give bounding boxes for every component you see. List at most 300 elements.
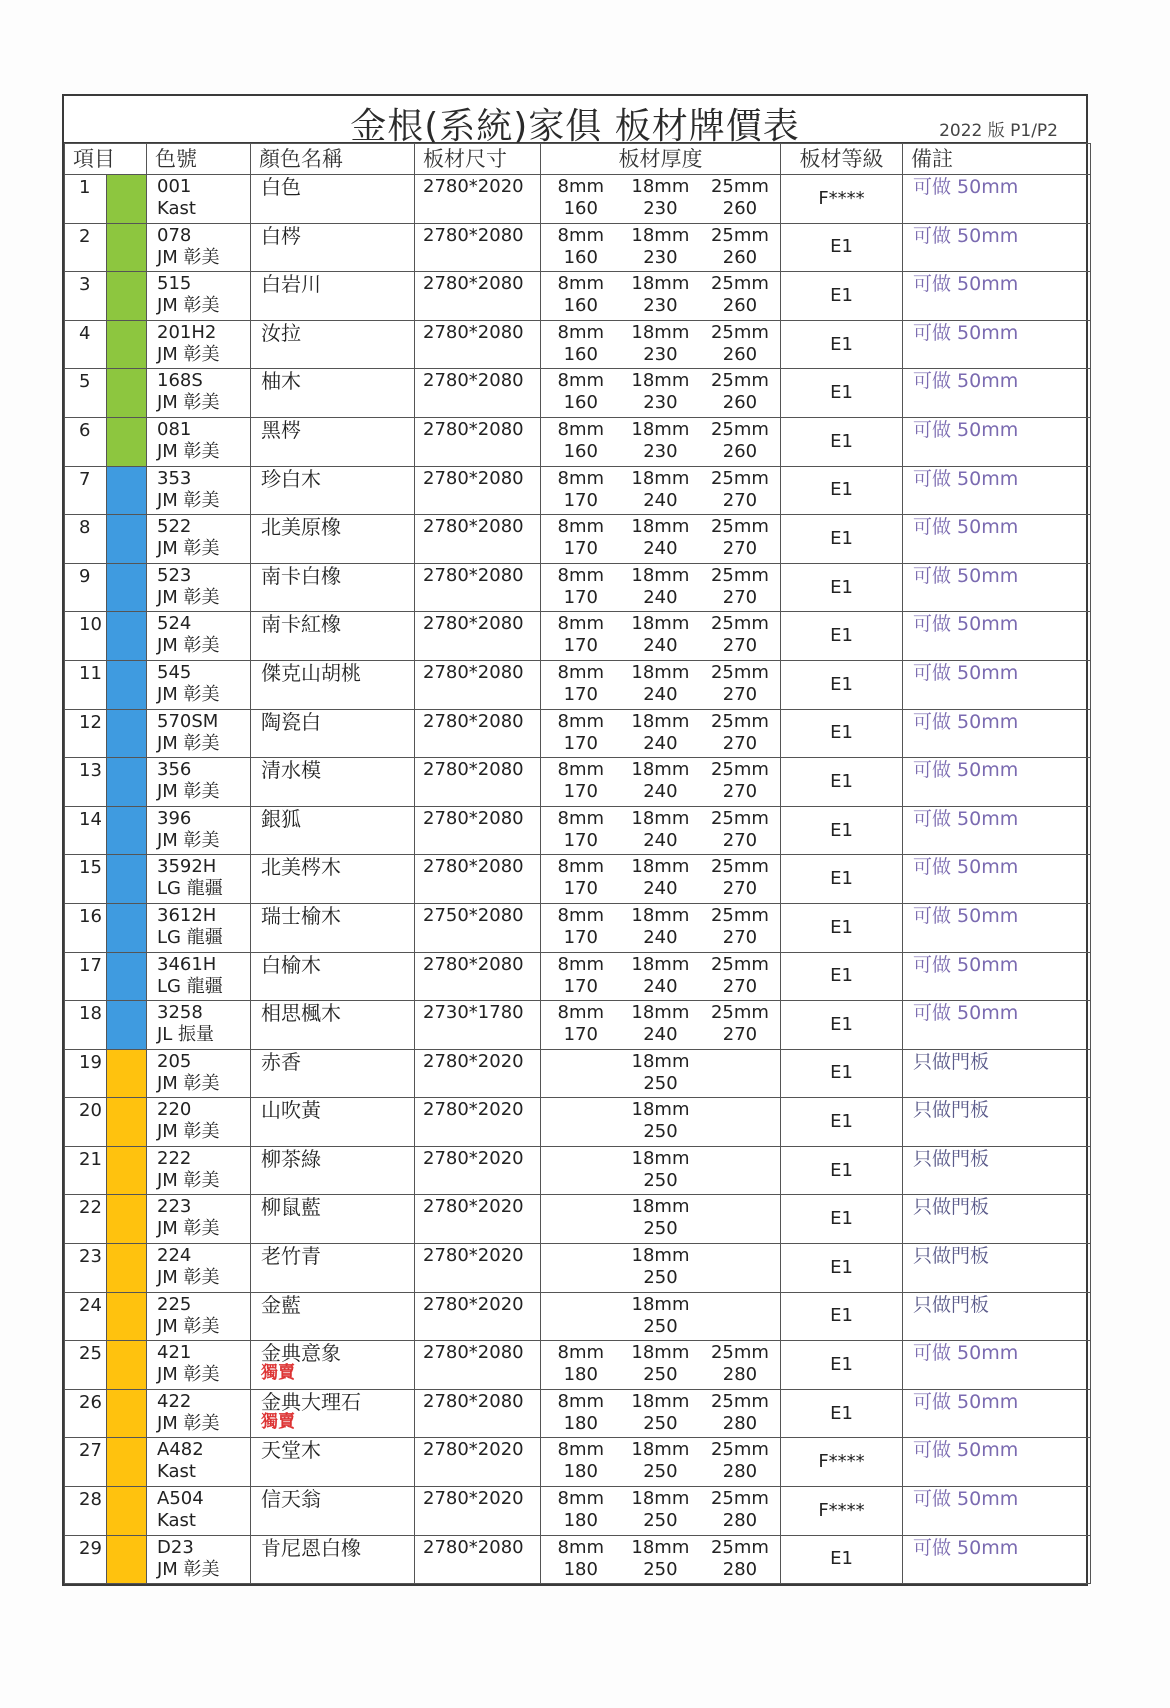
table-row	[65, 175, 1091, 224]
table-row	[65, 903, 1091, 952]
board-thickness	[541, 1146, 781, 1195]
code-brand: LG 龍疆	[157, 878, 223, 900]
color-name-text: 北美梣木	[261, 855, 341, 880]
color-code	[147, 855, 251, 904]
thickness-grid	[541, 1487, 780, 1532]
board-size: 2780*2080	[415, 272, 541, 321]
item-number: 7	[65, 466, 107, 515]
thickness-price: 270	[722, 1024, 758, 1046]
thickness-price: 270	[722, 635, 758, 657]
thickness-value: 8mm	[557, 418, 605, 440]
remark: 可做 50mm	[903, 1438, 1091, 1487]
color-name	[251, 1535, 415, 1584]
code-number: 524	[157, 613, 192, 635]
board-grade: E1	[781, 223, 903, 272]
color-name-text: 信天翁	[261, 1487, 321, 1512]
thickness-price: 180	[563, 1558, 598, 1580]
thickness-value: 25mm	[710, 1536, 769, 1558]
board-size: 2780*2080	[415, 466, 541, 515]
thickness-value: 25mm	[710, 1002, 769, 1024]
thickness-price: 180	[563, 1510, 598, 1532]
color-name-text: 白梣	[261, 223, 301, 248]
board-grade: E1	[781, 806, 903, 855]
remark: 可做 50mm	[903, 1389, 1091, 1438]
board-grade: E1	[781, 660, 903, 709]
board-thickness	[541, 660, 781, 709]
thickness-price: 240	[643, 586, 678, 608]
board-grade: E1	[781, 466, 903, 515]
thickness-value: 18mm	[631, 224, 690, 246]
code-brand: JM 彰美	[157, 440, 220, 462]
thickness-price: 250	[643, 1315, 678, 1337]
board-size: 2780*2080	[415, 758, 541, 807]
code-number: 523	[157, 564, 192, 586]
board-grade: E1	[781, 272, 903, 321]
price-table	[64, 143, 1091, 1584]
color-name-text: 瑞士榆木	[261, 903, 341, 928]
code-brand: JM 彰美	[157, 538, 220, 560]
thickness-value: 18mm	[631, 1050, 690, 1072]
thickness-price: 280	[722, 1510, 758, 1532]
color-swatch	[107, 806, 147, 855]
item-number: 28	[65, 1487, 107, 1536]
thickness-price: 270	[722, 538, 758, 560]
thickness-value: 8mm	[557, 953, 605, 975]
remark: 可做 50mm	[903, 1341, 1091, 1390]
color-code	[147, 660, 251, 709]
code-number: 225	[157, 1293, 192, 1315]
thickness-price: 240	[643, 732, 678, 754]
thickness-value: 25mm	[710, 516, 769, 538]
board-thickness	[541, 466, 781, 515]
board-size: 2780*2080	[415, 515, 541, 564]
color-name	[251, 1244, 415, 1293]
thickness-value: 25mm	[710, 467, 769, 489]
thickness-grid	[541, 1001, 780, 1046]
thickness-value: 18mm	[631, 613, 690, 635]
remark: 只做門板	[903, 1244, 1091, 1293]
thickness-value: 25mm	[710, 370, 769, 392]
item-number: 14	[65, 806, 107, 855]
code-brand: JM 彰美	[157, 295, 220, 317]
table-row	[65, 1146, 1091, 1195]
remark: 只做門板	[903, 1098, 1091, 1147]
color-code	[147, 563, 251, 612]
item-number: 11	[65, 660, 107, 709]
remark: 可做 50mm	[903, 903, 1091, 952]
thickness-value: 25mm	[710, 1488, 769, 1510]
code-brand: JM 彰美	[157, 1412, 220, 1434]
table-row	[65, 1341, 1091, 1390]
header-grade: 板材等級	[781, 144, 903, 175]
code-brand: JM 彰美	[157, 1364, 220, 1386]
color-code	[147, 466, 251, 515]
board-size: 2780*2020	[415, 1049, 541, 1098]
table-body	[65, 175, 1091, 1584]
color-swatch	[107, 1146, 147, 1195]
thickness-price: 170	[563, 829, 598, 851]
thickness-price: 180	[563, 1364, 598, 1386]
code-brand: JL 振量	[157, 1024, 215, 1046]
thickness-value: 8mm	[557, 807, 605, 829]
remark: 可做 50mm	[903, 466, 1091, 515]
color-name	[251, 466, 415, 515]
thickness-price: 270	[722, 975, 758, 997]
board-thickness	[541, 515, 781, 564]
thickness-value: 18mm	[631, 1099, 690, 1121]
thickness-price: 250	[643, 1364, 678, 1386]
color-code	[147, 1244, 251, 1293]
thickness-value: 18mm	[631, 1390, 690, 1412]
thickness-price: 250	[643, 1267, 678, 1289]
header-thickness: 板材厚度	[541, 144, 781, 175]
color-name	[251, 1098, 415, 1147]
item-number: 23	[65, 1244, 107, 1293]
color-name-text: 南卡紅橡	[261, 612, 341, 637]
board-grade: E1	[781, 1146, 903, 1195]
thickness-grid	[541, 1536, 780, 1581]
thickness-price: 170	[563, 975, 598, 997]
board-thickness	[541, 1195, 781, 1244]
thickness-price: 240	[643, 1024, 678, 1046]
board-thickness	[541, 175, 781, 224]
color-name	[251, 758, 415, 807]
thickness-grid	[541, 758, 780, 803]
table-row	[65, 320, 1091, 369]
color-name-text: 金典大理石	[261, 1389, 361, 1414]
thickness-value: 25mm	[710, 1342, 769, 1364]
color-swatch	[107, 1244, 147, 1293]
thickness-value: 25mm	[710, 710, 769, 732]
thickness-grid	[541, 175, 780, 220]
thickness-price: 270	[722, 732, 758, 754]
thickness-price: 270	[722, 878, 758, 900]
color-code	[147, 1535, 251, 1584]
thickness-price: 250	[643, 1072, 678, 1094]
thickness-grid	[541, 418, 780, 463]
thickness-value: 25mm	[710, 224, 769, 246]
table-row	[65, 612, 1091, 661]
color-code	[147, 515, 251, 564]
remark: 只做門板	[903, 1049, 1091, 1098]
board-size: 2780*2020	[415, 1146, 541, 1195]
board-size: 2780*2080	[415, 1535, 541, 1584]
thickness-grid	[541, 1098, 780, 1143]
color-name-text: 天堂木	[261, 1438, 321, 1463]
thickness-price: 280	[722, 1558, 758, 1580]
header-item: 項目	[65, 144, 147, 175]
color-name-text: 黑梣	[261, 417, 301, 442]
thickness-price: 270	[722, 586, 758, 608]
thickness-price: 170	[563, 489, 598, 511]
thickness-value: 25mm	[710, 273, 769, 295]
thickness-price: 170	[563, 683, 598, 705]
code-number: A504	[157, 1488, 204, 1510]
thickness-price: 270	[722, 683, 758, 705]
code-number: 081	[157, 418, 192, 440]
item-number: 3	[65, 272, 107, 321]
color-swatch	[107, 660, 147, 709]
item-number: 22	[65, 1195, 107, 1244]
color-code	[147, 1487, 251, 1536]
header-name: 顏色名稱	[251, 144, 415, 175]
color-code	[147, 1438, 251, 1487]
thickness-price: 180	[563, 1412, 598, 1434]
code-brand: JM 彰美	[157, 1218, 220, 1240]
board-thickness	[541, 1389, 781, 1438]
thickness-value: 8mm	[557, 1439, 605, 1461]
code-number: 222	[157, 1147, 192, 1169]
code-number: 421	[157, 1342, 192, 1364]
item-number: 2	[65, 223, 107, 272]
thickness-grid	[541, 224, 780, 269]
color-name	[251, 903, 415, 952]
color-swatch	[107, 1195, 147, 1244]
board-grade: E1	[781, 1098, 903, 1147]
color-code	[147, 320, 251, 369]
color-name	[251, 1341, 415, 1390]
thickness-grid	[541, 467, 780, 512]
table-row	[65, 806, 1091, 855]
color-name-text: 北美原橡	[261, 515, 341, 540]
thickness-price: 160	[563, 440, 598, 462]
board-size: 2780*2080	[415, 855, 541, 904]
remark: 可做 50mm	[903, 855, 1091, 904]
color-name-text: 白色	[261, 175, 301, 199]
thickness-grid	[541, 1195, 780, 1240]
table-row	[65, 417, 1091, 466]
thickness-price: 230	[643, 295, 678, 317]
remark: 只做門板	[903, 1146, 1091, 1195]
thickness-price: 230	[643, 246, 678, 268]
code-brand: JM 彰美	[157, 1072, 220, 1094]
board-thickness	[541, 320, 781, 369]
color-swatch	[107, 515, 147, 564]
color-swatch	[107, 612, 147, 661]
remark: 可做 50mm	[903, 709, 1091, 758]
board-grade: E1	[781, 1049, 903, 1098]
table-row	[65, 1438, 1091, 1487]
code-number: D23	[157, 1536, 194, 1558]
thickness-price: 230	[643, 198, 678, 219]
color-swatch	[107, 1487, 147, 1536]
thickness-price: 170	[563, 781, 598, 803]
board-thickness	[541, 806, 781, 855]
code-brand: JM 彰美	[157, 781, 220, 803]
thickness-price: 240	[643, 975, 678, 997]
thickness-price: 270	[722, 926, 758, 948]
thickness-value: 8mm	[557, 1342, 605, 1364]
color-code	[147, 1001, 251, 1050]
item-number: 17	[65, 952, 107, 1001]
board-thickness	[541, 758, 781, 807]
board-size: 2780*2080	[415, 709, 541, 758]
board-grade: E1	[781, 709, 903, 758]
color-name-text: 南卡白橡	[261, 563, 341, 588]
color-name	[251, 417, 415, 466]
board-grade: E1	[781, 417, 903, 466]
color-name	[251, 272, 415, 321]
thickness-price: 170	[563, 926, 598, 948]
thickness-value: 8mm	[557, 856, 605, 878]
thickness-value: 18mm	[631, 1439, 690, 1461]
color-name	[251, 320, 415, 369]
item-number: 24	[65, 1292, 107, 1341]
remark: 可做 50mm	[903, 612, 1091, 661]
thickness-grid	[541, 1390, 780, 1435]
code-brand: JM 彰美	[157, 392, 220, 414]
item-number: 16	[65, 903, 107, 952]
color-swatch	[107, 369, 147, 418]
thickness-grid	[541, 369, 780, 414]
color-name-text: 山吹黃	[261, 1098, 321, 1123]
color-swatch	[107, 1001, 147, 1050]
board-size: 2780*2080	[415, 612, 541, 661]
board-grade: E1	[781, 758, 903, 807]
color-name	[251, 1001, 415, 1050]
color-name-text: 珍白木	[261, 466, 321, 491]
remark: 可做 50mm	[903, 369, 1091, 418]
thickness-value: 18mm	[631, 1196, 690, 1218]
thickness-price: 260	[722, 198, 758, 219]
board-thickness	[541, 855, 781, 904]
board-size: 2750*2080	[415, 903, 541, 952]
color-name-text: 柳茶綠	[261, 1146, 321, 1171]
thickness-price: 230	[643, 343, 678, 365]
thickness-price: 230	[643, 392, 678, 414]
color-name	[251, 1487, 415, 1536]
code-number: 396	[157, 807, 192, 829]
table-row	[65, 272, 1091, 321]
header-note: 備註	[903, 144, 1091, 175]
thickness-value: 8mm	[557, 176, 605, 197]
table-row	[65, 855, 1091, 904]
color-swatch	[107, 1438, 147, 1487]
thickness-value: 8mm	[557, 710, 605, 732]
board-size: 2780*2080	[415, 369, 541, 418]
code-number: 3592H	[157, 856, 217, 878]
color-name	[251, 515, 415, 564]
color-name-text: 柳鼠藍	[261, 1195, 321, 1220]
thickness-price: 240	[643, 489, 678, 511]
thickness-price: 250	[643, 1412, 678, 1434]
color-name-text: 陶瓷白	[261, 709, 321, 734]
color-name-text: 老竹青	[261, 1244, 321, 1269]
board-thickness	[541, 272, 781, 321]
thickness-value: 18mm	[631, 1342, 690, 1364]
color-name-text: 銀狐	[261, 806, 301, 831]
item-number: 6	[65, 417, 107, 466]
thickness-value: 8mm	[557, 467, 605, 489]
board-size: 2780*2080	[415, 320, 541, 369]
board-thickness	[541, 563, 781, 612]
color-code	[147, 1098, 251, 1147]
color-code	[147, 369, 251, 418]
thickness-value: 25mm	[710, 759, 769, 781]
thickness-value: 8mm	[557, 516, 605, 538]
color-name-text: 傑克山胡桃	[261, 660, 361, 685]
color-swatch	[107, 952, 147, 1001]
code-number: 201H2	[157, 321, 217, 343]
code-number: 353	[157, 467, 192, 489]
board-thickness	[541, 1049, 781, 1098]
thickness-value: 25mm	[710, 856, 769, 878]
table-row	[65, 952, 1091, 1001]
thickness-value: 18mm	[631, 904, 690, 926]
code-brand: JM 彰美	[157, 489, 220, 511]
thickness-price: 270	[722, 829, 758, 851]
table-row	[65, 1535, 1091, 1584]
color-name-text: 白岩川	[261, 272, 321, 297]
board-size: 2780*2020	[415, 1244, 541, 1293]
code-brand: JM 彰美	[157, 586, 220, 608]
code-brand: JM 彰美	[157, 1169, 220, 1191]
color-swatch	[107, 709, 147, 758]
code-number: 223	[157, 1196, 192, 1218]
table-row	[65, 1195, 1091, 1244]
thickness-value: 18mm	[631, 953, 690, 975]
thickness-value: 8mm	[557, 273, 605, 295]
item-number: 18	[65, 1001, 107, 1050]
thickness-price: 250	[643, 1169, 678, 1191]
color-swatch	[107, 272, 147, 321]
board-size: 2780*2020	[415, 1487, 541, 1536]
thickness-value: 18mm	[631, 856, 690, 878]
board-size: 2780*2080	[415, 1341, 541, 1390]
thickness-value: 18mm	[631, 370, 690, 392]
thickness-value: 8mm	[557, 1390, 605, 1412]
board-grade: F****	[781, 1438, 903, 1487]
board-grade: E1	[781, 1195, 903, 1244]
remark: 可做 50mm	[903, 952, 1091, 1001]
color-swatch	[107, 563, 147, 612]
thickness-value: 18mm	[631, 467, 690, 489]
thickness-value: 8mm	[557, 1536, 605, 1558]
thickness-value: 25mm	[710, 176, 769, 197]
color-swatch	[107, 223, 147, 272]
item-number: 25	[65, 1341, 107, 1390]
thickness-grid	[541, 661, 780, 706]
board-thickness	[541, 612, 781, 661]
code-number: 224	[157, 1245, 192, 1267]
color-name-text: 白榆木	[261, 952, 321, 977]
thickness-value: 18mm	[631, 1536, 690, 1558]
color-code	[147, 758, 251, 807]
color-name	[251, 1049, 415, 1098]
board-grade: E1	[781, 612, 903, 661]
page-title: 金根(系統)家俱 板材牌價表	[350, 106, 800, 147]
board-size: 2780*2020	[415, 1292, 541, 1341]
thickness-grid	[541, 515, 780, 560]
code-brand: JM 彰美	[157, 732, 220, 754]
board-size: 2780*2080	[415, 806, 541, 855]
color-swatch	[107, 1098, 147, 1147]
color-name	[251, 612, 415, 661]
thickness-price: 170	[563, 732, 598, 754]
table-row	[65, 1244, 1091, 1293]
item-number: 20	[65, 1098, 107, 1147]
code-brand: Kast	[157, 1510, 196, 1532]
remark: 可做 50mm	[903, 758, 1091, 807]
thickness-price: 230	[643, 440, 678, 462]
item-number: 1	[65, 175, 107, 224]
item-number: 8	[65, 515, 107, 564]
board-thickness	[541, 1098, 781, 1147]
board-thickness	[541, 1487, 781, 1536]
thickness-price: 240	[643, 781, 678, 803]
thickness-price: 240	[643, 926, 678, 948]
code-number: 3461H	[157, 953, 217, 975]
